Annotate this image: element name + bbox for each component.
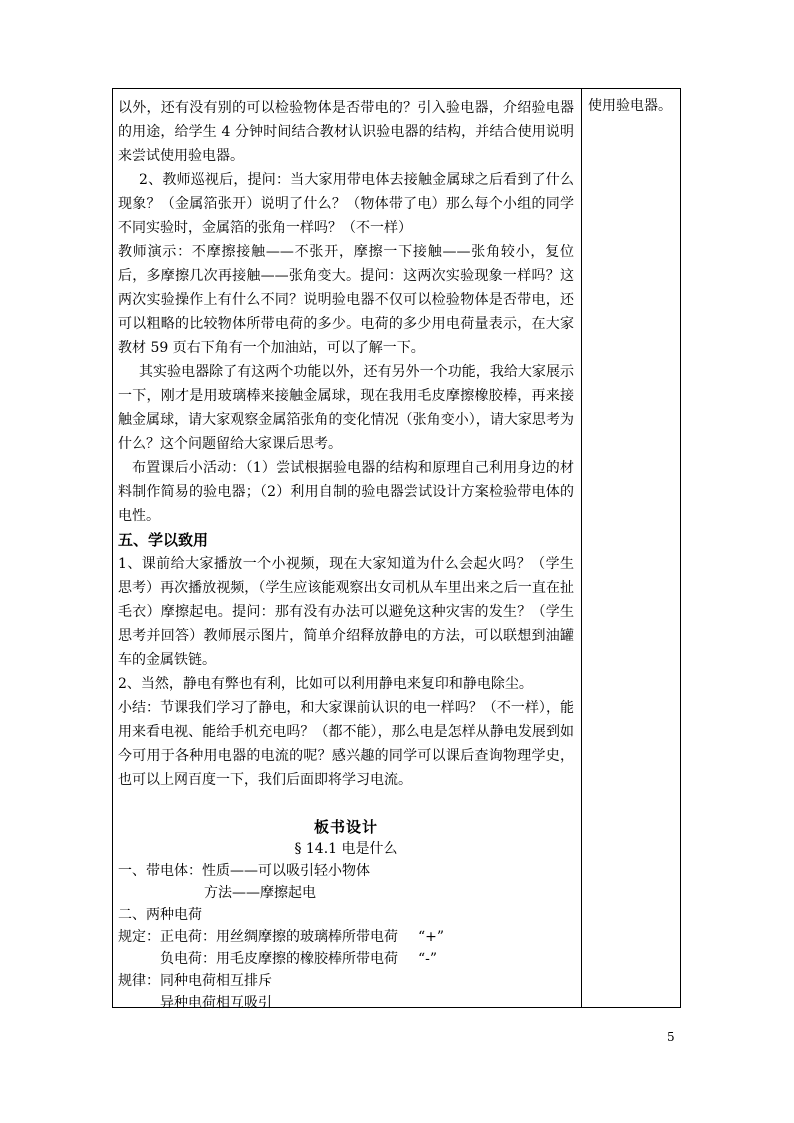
negative-charge-text: 负电荷：用毛皮摩擦的橡胶棒所带电荷 bbox=[160, 951, 398, 967]
paragraph-video-question: 1、课前给大家播放一个小视频，现在大家知道为什么会起火吗？（学生思考）再次播放视频，（学生应该能观察出女司机从车里出来之后一直在扯毛衣）摩擦起电。提问：那有没有办法可以避免这种灾害的发生？（学生思考并回答）教师展示图片，简单介绍释放静电的方法，可以联想到油罐车的金属铁链。 bbox=[118, 556, 574, 668]
board-line-two-charges: 二、两种电荷 bbox=[118, 907, 202, 923]
paragraph-static-uses: 2、当然，静电有弊也有利，比如可以利用静电来复印和静电除尘。 bbox=[118, 676, 533, 692]
paragraph-third-function: 其实验电器除了有这两个功能以外，还有另外一个功能，我给大家展示一下，刚才是用玻璃棒来接触金属球，现在我用毛皮摩擦橡胶棒，再来接触金属球，请大家观察金属箔张角的变化情况（张角变小），请大家思考为什么？这个问题留给大家课后思考。 bbox=[118, 364, 574, 452]
negative-charge-symbol: “-” bbox=[418, 951, 438, 967]
board-line-negative-charge bbox=[118, 948, 574, 970]
board-line-positive-charge bbox=[118, 926, 574, 948]
board-design-title: 板书设计 bbox=[313, 818, 378, 836]
board-line-method: 方法——摩擦起电 bbox=[204, 885, 316, 901]
board-line-rule-repel: 规律：同种电荷相互排斥 bbox=[118, 973, 272, 989]
board-line-rule-attract: 异种电荷相互吸引 bbox=[160, 995, 272, 1011]
positive-charge-symbol: “+” bbox=[418, 929, 445, 945]
paragraph-teacher-demo: 教师演示：不摩擦接触——不张开，摩擦一下接触——张角较小，复位后，多摩擦几次再接触——张角变大。提问：这两次实验现象一样吗？这两次实验操作上有什么不同？说明验电器不仅可以检验物体是否带电，还可以粗略的比较物体所带电荷的多少。电荷的多少用电荷量表示，在大家教材 59 页右下角有一个加油站，可以了解一下。 bbox=[118, 244, 574, 356]
main-column bbox=[118, 96, 574, 1014]
section-heading-apply: 五、学以致用 bbox=[118, 531, 209, 549]
paragraph-teacher-question: 2、教师巡视后，提问：当大家用带电体去接触金属球之后看到了什么现象？（金属箔张开）说明了什么？（物体带了电）那么每个小组的同学不同实验时，金属箔的张角一样吗？（不一样） bbox=[118, 172, 574, 236]
positive-charge-text: 规定：正电荷：用丝绸摩擦的玻璃棒所带电荷 bbox=[118, 929, 398, 945]
page-number: 5 bbox=[667, 1030, 675, 1044]
board-design-subtitle: § 14.1 电是什么 bbox=[294, 841, 398, 857]
paragraph-intro-electroscope: 以外，还有没有别的可以检验物体是否带电的？引入验电器，介绍验电器的用途，给学生 4 分钟时间结合教材认识验电器的结构，并结合使用说明来尝试使用验电器。 bbox=[118, 100, 574, 164]
paragraph-summary: 小结：节课我们学习了静电，和大家课前认识的电一样吗？（不一样），能用来看电视、能给手机充电吗？（都不能），那么电是怎样从静电发展到如今可用于各种用电器的电流的呢？感兴趣的同学可以课后查询物理学史，也可以上网百度一下，我们后面即将学习电流。 bbox=[118, 700, 574, 788]
side-column-note: 使用验电器。 bbox=[588, 98, 672, 114]
paragraph-homework-activity: 布置课后小活动：（1）尝试根据验电器的结构和原理自己利用身边的材料制作简易的验电器；（2）利用自制的验电器尝试设计方案检验带电体的电性。 bbox=[118, 460, 574, 524]
board-line-charged-body: 一、带电体：性质——可以吸引轻小物体 bbox=[118, 863, 370, 879]
column-divider bbox=[581, 88, 582, 1008]
